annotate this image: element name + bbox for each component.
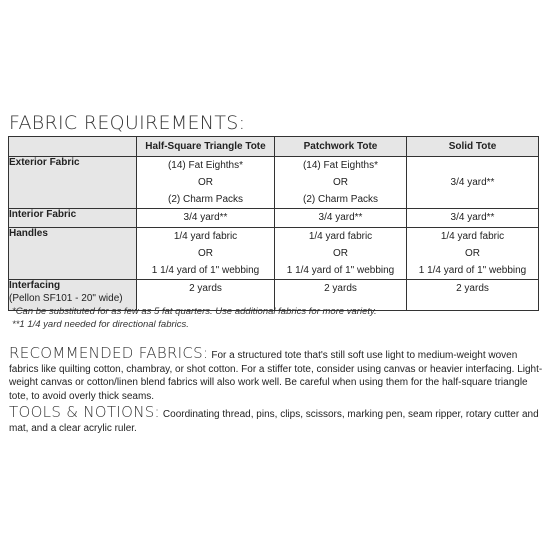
row-label-text: Interfacing <box>9 280 61 291</box>
cell-line: 1/4 yard fabric <box>308 231 373 242</box>
cell-line: 2 yards <box>189 283 222 294</box>
row-sublabel-pellon: (Pellon SF101 - 20" wide) <box>9 293 123 304</box>
row-label-interior-fabric: Interior Fabric <box>9 209 137 228</box>
tools-notions-text: Coordinating thread, pins, clips, scissors, marking pen, seam ripper, rotary cutter and mat, and a clear acrylic ruler. <box>9 409 539 434</box>
cell-line: 1 1/4 yard of 1" webbing <box>418 265 527 276</box>
table-row-interior-fabric <box>9 209 539 228</box>
table-header-row <box>9 137 539 157</box>
column-header-hst-tote: Half-Square Triangle Tote <box>137 137 275 157</box>
tools-notions-section <box>9 403 543 435</box>
footnote-directional: **1 1/4 yard needed for directional fabrics. <box>12 319 189 330</box>
cell-line: OR <box>333 177 348 188</box>
cell-line: 1 1/4 yard of 1" webbing <box>286 265 395 276</box>
table-cell <box>407 157 539 209</box>
table-cell <box>137 228 275 280</box>
table-cell <box>137 209 275 228</box>
table-cell <box>275 228 407 280</box>
footnote-fat-quarters: *Can be substituted for as few as 5 fat quarters. Use additional fabrics for more variety. <box>12 306 377 317</box>
table-cell <box>275 157 407 209</box>
table-cell <box>275 209 407 228</box>
table-cell <box>137 157 275 209</box>
cell-line: (2) Charm Packs <box>167 194 243 205</box>
row-label-handles: Handles <box>9 228 137 280</box>
cell-line: OR <box>198 177 213 188</box>
cell-line: 1/4 yard fabric <box>440 231 505 242</box>
table-row-handles <box>9 228 539 280</box>
recommended-fabrics-text: For a structured tote that's still soft use light to medium-weight woven fabrics like quilting cotton, chambray, or shot cotton. For a stiffer tote, consider using canvas or heavier interfacing. Light-weight canvas or cotton/linen blend fabrics will also work well. Be careful when using them for the half-square triangle tote, to avoid overly thick seams. <box>9 350 543 402</box>
fabric-requirements-table <box>8 136 539 311</box>
cell-line: 3/4 yard** <box>450 177 495 188</box>
table-cell <box>407 228 539 280</box>
table-footnotes <box>12 305 377 331</box>
table-cell <box>407 280 539 311</box>
cell-line: (14) Fat Eighths* <box>302 160 379 171</box>
cell-line: 3/4 yard** <box>183 212 228 223</box>
cell-line: OR <box>465 248 480 259</box>
column-header-solid-tote: Solid Tote <box>407 137 539 157</box>
table-row-exterior-fabric <box>9 157 539 209</box>
cell-line: 1/4 yard fabric <box>173 231 238 242</box>
cell-line: 3/4 yard** <box>318 212 363 223</box>
cell-line: (2) Charm Packs <box>302 194 378 205</box>
fabric-requirements-heading: FABRIC REQUIREMENTS: <box>9 112 246 134</box>
column-header-patchwork-tote: Patchwork Tote <box>275 137 407 157</box>
table-cell <box>407 209 539 228</box>
cell-line: 2 yards <box>324 283 357 294</box>
table-corner-cell <box>9 137 137 157</box>
cell-line: 1 1/4 yard of 1" webbing <box>151 265 260 276</box>
cell-line: OR <box>198 248 213 259</box>
recommended-fabrics-section <box>9 344 543 403</box>
cell-line: (14) Fat Eighths* <box>167 160 244 171</box>
tools-notions-heading: TOOLS & NOTIONS: <box>9 403 160 421</box>
cell-line: 3/4 yard** <box>450 212 495 223</box>
cell-line: 2 yards <box>456 283 489 294</box>
recommended-fabrics-heading: RECOMMENDED FABRICS: <box>9 344 209 362</box>
row-label-exterior-fabric: Exterior Fabric <box>9 157 137 209</box>
cell-line: OR <box>333 248 348 259</box>
